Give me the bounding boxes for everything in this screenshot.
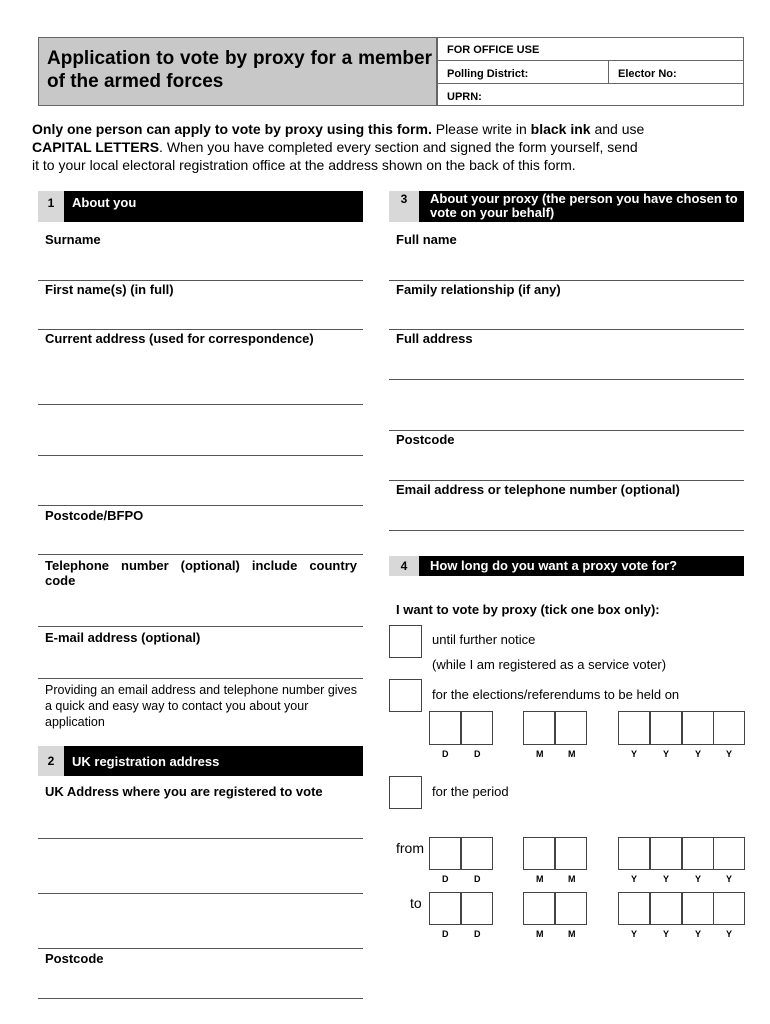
election-date-letter-7: Y [695,749,702,759]
section2-header [38,746,363,776]
until-further-notice-checkbox[interactable] [389,625,422,658]
uk-postcode-label: Postcode [45,951,104,966]
section1-header [38,191,363,222]
uk-address-line-1[interactable] [38,838,363,839]
proxy-period-instruction: I want to vote by proxy (tick one box only): [396,602,660,617]
email-field[interactable] [38,678,363,679]
to-date-letter-8: Y [726,929,733,939]
section2-number: 2 [38,746,64,776]
to-label: to [410,895,422,911]
election-date-letter-4: M [568,749,576,759]
from-date-cell-7[interactable] [682,837,714,870]
proxy-address-label: Full address [396,331,473,346]
first-names-field[interactable] [38,329,363,330]
from-label: from [396,840,424,856]
election-date-cell-8[interactable] [713,711,745,745]
current-address-line-3[interactable] [38,505,363,506]
option-until-further-notice-note: (while I am registered as a service voter) [432,657,667,672]
intro-text [32,120,742,174]
election-date-letter-3: M [536,749,544,759]
from-date-cell-3[interactable] [523,837,555,870]
uk-address-line-3[interactable] [38,948,363,949]
section4-header [389,556,744,576]
intro-text-2: and use [590,121,645,137]
election-date-cell-2[interactable] [461,711,493,745]
to-date-letter-6: Y [663,929,670,939]
current-address-line-1[interactable] [38,404,363,405]
proxy-full-name-field[interactable] [389,280,744,281]
proxy-contact-label: Email address or telephone number (optional) [396,482,680,497]
to-date-letter-1: D [442,929,449,939]
election-date-cell-5[interactable] [618,711,650,745]
surname-label: Surname [45,232,101,247]
election-date-letter-8: Y [726,749,733,759]
current-address-line-2[interactable] [38,455,363,456]
uk-address-label: UK Address where you are registered to vote [45,784,323,799]
to-date-cell-5[interactable] [618,892,650,925]
from-date-cell-1[interactable] [429,837,461,870]
election-date-cell-1[interactable] [429,711,461,745]
election-date-cell-6[interactable] [650,711,682,745]
uk-address-line-2[interactable] [38,893,363,894]
to-date-letter-5: Y [631,929,638,939]
proxy-postcode-field[interactable] [389,480,744,481]
from-date-cell-6[interactable] [650,837,682,870]
section1-title: About you [72,195,137,210]
to-date-cell-6[interactable] [650,892,682,925]
elections-date-checkbox[interactable] [389,679,422,712]
from-date-letter-6: Y [663,874,670,884]
from-date-letter-8: Y [726,874,733,884]
intro-text-3: . When you have completed every section and signed the form yourself, send [159,139,638,155]
to-date-letter-4: M [568,929,576,939]
from-date-cell-5[interactable] [618,837,650,870]
from-date-cell-4[interactable] [555,837,587,870]
form-title: Application to vote by proxy for a member of the armed forces [47,48,432,92]
office-use-box [437,37,744,106]
to-date-letter-7: Y [695,929,702,939]
uk-postcode-field[interactable] [38,998,363,999]
section3-header [389,191,744,222]
section4-number: 4 [389,556,419,576]
to-date-cell-2[interactable] [461,892,493,925]
intro-line-3: it to your local electoral registration office at the address shown on the back of this form. [32,157,576,173]
period-checkbox[interactable] [389,776,422,809]
form-title-box [38,37,437,106]
proxy-postcode-label: Postcode [396,432,455,447]
election-date-cell-7[interactable] [682,711,714,745]
proxy-address-line-1[interactable] [389,379,744,380]
to-date-cell-1[interactable] [429,892,461,925]
to-date-cell-8[interactable] [713,892,745,925]
intro-bold-1: Only one person can apply to vote by proxy using this form. [32,121,432,137]
polling-district-label: Polling District: [447,68,529,80]
office-use-label: FOR OFFICE USE [447,44,540,56]
from-date-letter-5: Y [631,874,638,884]
to-date-cell-4[interactable] [555,892,587,925]
to-date-letter-2: D [474,929,481,939]
to-date-cell-7[interactable] [682,892,714,925]
proxy-address-line-2[interactable] [389,430,744,431]
election-date-cell-3[interactable] [523,711,555,745]
election-date-letter-6: Y [663,749,670,759]
postcode-bfpo-field[interactable] [38,554,363,555]
option-elections-date: for the elections/referendums to be held on [432,687,680,702]
from-date-letter-1: D [442,874,449,884]
uprn-label: UPRN: [447,91,482,103]
section3-number: 3 [389,191,419,222]
surname-field[interactable] [38,280,363,281]
proxy-full-name-label: Full name [396,232,457,247]
intro-bold-3: CAPITAL LETTERS [32,139,160,155]
from-date-letter-7: Y [695,874,702,884]
proxy-contact-field[interactable] [389,530,744,531]
option-until-further-notice: until further notice [432,632,536,647]
elector-no-label: Elector No: [618,68,677,80]
election-date-letter-1: D [442,749,449,759]
intro-bold-2: black ink [530,121,591,137]
section1-number: 1 [38,191,64,222]
election-date-letter-5: Y [631,749,638,759]
postcode-bfpo-label: Postcode/BFPO [45,508,144,523]
from-date-letter-4: M [568,874,576,884]
telephone-label: Telephone number (optional) include country code [45,558,357,588]
first-names-label: First name(s) (in full) [45,282,174,297]
election-date-cell-4[interactable] [555,711,587,745]
current-address-label: Current address (used for correspondence) [45,331,314,346]
section3-title: About your proxy (the person you have chosen to vote on your behalf) [430,191,738,220]
section2-title: UK registration address [72,754,220,769]
proxy-relationship-label: Family relationship (if any) [396,282,561,297]
section4-title: How long do you want a proxy vote for? [430,558,678,573]
from-date-letter-3: M [536,874,544,884]
telephone-field[interactable] [38,626,363,627]
to-date-cell-3[interactable] [523,892,555,925]
from-date-cell-8[interactable] [713,837,745,870]
from-date-letter-2: D [474,874,481,884]
election-date-letter-2: D [474,749,481,759]
intro-text-1: Please write in [431,121,531,137]
email-label: E-mail address (optional) [45,630,201,645]
to-date-letter-3: M [536,929,544,939]
proxy-relationship-field[interactable] [389,329,744,330]
option-period: for the period [432,784,509,799]
contact-note: Providing an email address and telephone number gives a quick and easy way to contact you about your application [45,683,357,729]
from-date-cell-2[interactable] [461,837,493,870]
